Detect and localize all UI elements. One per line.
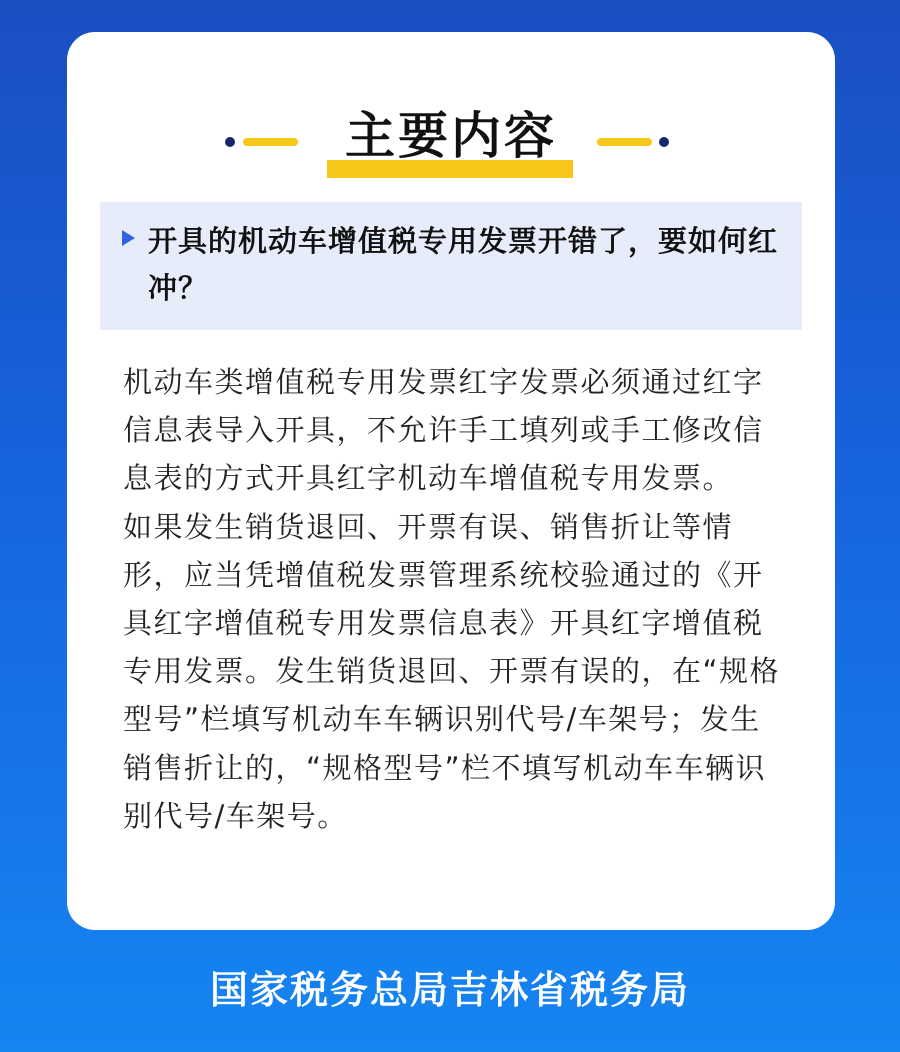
heading-title: 主要内容 xyxy=(345,107,557,165)
answer-paragraph-1: 机动车类增值税专用发票红字发票必须通过红字信息表导入开具，不允许手工填列或手工修改信息表的方式开具红字机动车增值税专用发票。 xyxy=(123,365,764,496)
question-box xyxy=(100,202,802,330)
answer-body xyxy=(123,358,783,840)
answer-paragraph-2: 如果发生销货退回、开票有误、销售折让等情形，应当凭增值税发票管理系统校验通过的《开具红字增值税专用发票信息表》开具红字增值税专用发票。发生销货退回、开票有误的，在“规格型号”栏填写机动车车辆识别代号/车架号；发生销售折让的，“规格型号”栏不填写机动车车辆识别代号/车架号。 xyxy=(123,509,781,833)
footer-organization: 国家税务总局吉林省税务局 xyxy=(209,968,690,1012)
content-card xyxy=(67,32,835,930)
question-title: 开具的机动车增值税专用发票开错了，要如何红冲？ xyxy=(148,224,779,305)
section-heading xyxy=(67,94,835,184)
triangle-right-icon xyxy=(122,230,135,246)
